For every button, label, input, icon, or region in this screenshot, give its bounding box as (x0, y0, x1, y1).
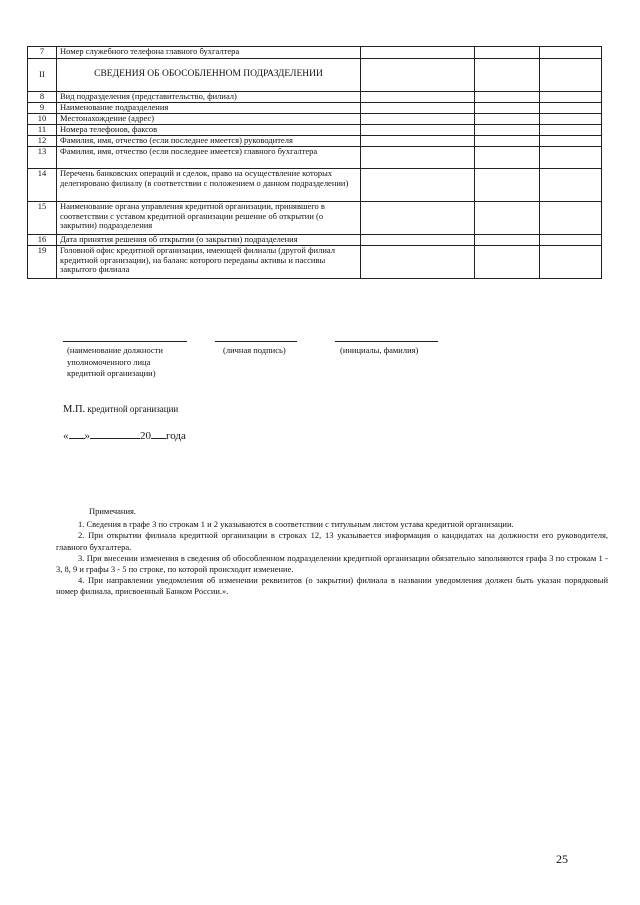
value-cell (361, 202, 475, 235)
value-cell (475, 202, 540, 235)
notes-heading: Примечания. (89, 506, 137, 516)
table-row (28, 147, 602, 169)
value-cell (475, 169, 540, 202)
row-label: Фамилия, имя, отчество (если последнее имеется) главного бухгалтера (57, 147, 361, 169)
value-cell (475, 47, 540, 59)
stamp-mp: М.П. (63, 404, 86, 415)
initials-signature-block (335, 341, 438, 357)
value-cell (540, 246, 602, 279)
row-number: 8 (28, 92, 57, 103)
note-item: 1. Сведения в графе 3 по строкам 1 и 2 указываются в соответствии с титульным листом устава кредитной организации. (78, 519, 514, 530)
signature-caption: (личная подпись) (223, 345, 286, 355)
value-cell (475, 147, 540, 169)
branch-info-table (27, 46, 602, 279)
value-cell (540, 169, 602, 202)
row-label: Номер служебного телефона главного бухгалтера (57, 47, 361, 59)
date-line (63, 428, 186, 442)
value-cell (475, 92, 540, 103)
day-blank (69, 428, 85, 439)
signature-line (335, 341, 438, 342)
table-row (28, 136, 602, 147)
table-row (28, 103, 602, 114)
personal-signature-block (215, 341, 297, 357)
table-row (28, 169, 602, 202)
row-number: 12 (28, 136, 57, 147)
row-number: 10 (28, 114, 57, 125)
row-number: 13 (28, 147, 57, 169)
position-signature-block (63, 341, 187, 380)
value-cell (540, 147, 602, 169)
date-close-quote: » (84, 430, 90, 442)
value-cell (475, 136, 540, 147)
value-cell (475, 59, 540, 92)
value-cell (475, 103, 540, 114)
table-row (28, 47, 602, 59)
table-row (28, 114, 602, 125)
value-cell (540, 235, 602, 246)
table-row (28, 235, 602, 246)
position-caption: (наименование должности уполномоченного лица кредитной организации) (67, 345, 163, 378)
row-number: 9 (28, 103, 57, 114)
initials-caption: (инициалы, фамилия) (340, 345, 419, 355)
value-cell (361, 235, 475, 246)
table-row (28, 246, 602, 279)
row-number: 16 (28, 235, 57, 246)
value-cell (361, 47, 475, 59)
value-cell (361, 169, 475, 202)
value-cell (540, 202, 602, 235)
value-cell (361, 125, 475, 136)
date-suffix: года (166, 430, 186, 442)
stamp-placeholder (63, 404, 178, 415)
value-cell (361, 92, 475, 103)
stamp-text: кредитной организации (87, 404, 179, 414)
section-header-row (28, 59, 602, 92)
value-cell (540, 47, 602, 59)
note-item: 4. При направлении уведомления об изменении реквизитов (о закрытии) филиала в названии уведомления должен быть указан порядковый номер филиала, присвоенный Банком России.». (56, 575, 608, 597)
row-label: Фамилия, имя, отчество (если последнее имеется) руководителя (57, 136, 361, 147)
note-item: 2. При открытии филиала кредитной организации в строках 12, 13 указывается информация о кандидатах на должности его руководителя, главного бухгалтера. (56, 530, 608, 552)
section-number: II (28, 59, 57, 92)
row-number: 14 (28, 169, 57, 202)
signature-line (63, 341, 187, 342)
value-cell (361, 246, 475, 279)
row-number: 7 (28, 47, 57, 59)
value-cell (361, 114, 475, 125)
row-label: Номера телефонов, факсов (57, 125, 361, 136)
value-cell (361, 136, 475, 147)
row-label: Наименование органа управления кредитной организации, принявшего в соответствии с уставом кредитной организации решение об открытии (о закрытии) подразделения (57, 202, 361, 235)
row-label: Вид подразделения (представительство, филиал) (57, 92, 361, 103)
signature-line (215, 341, 297, 342)
table-row (28, 125, 602, 136)
value-cell (540, 103, 602, 114)
date-century: 20 (140, 430, 151, 442)
value-cell (475, 235, 540, 246)
value-cell (475, 246, 540, 279)
value-cell (361, 59, 475, 92)
row-label: Наименование подразделения (57, 103, 361, 114)
value-cell (475, 125, 540, 136)
value-cell (540, 114, 602, 125)
row-label: Дата принятия решения об открытии (о закрытии) подразделения (57, 235, 361, 246)
value-cell (540, 92, 602, 103)
date-open-quote: « (63, 430, 69, 442)
value-cell (475, 114, 540, 125)
note-item: 3. При внесении изменения в сведения об обособленном подразделении кредитной организации обязательно заполняются графа 3 по строкам 1 - 3, 8, 9 и графы 3 - 5 по строке, по которой происходит изменение. (56, 552, 608, 575)
page-number: 25 (556, 852, 568, 866)
row-number: 15 (28, 202, 57, 235)
value-cell (361, 103, 475, 114)
row-label: Головной офис кредитной организации, имеющей филиалы (другой филиал кредитной организации), на баланс которого переданы активы и пассивы закрытого филиала (57, 246, 361, 279)
section-title: СВЕДЕНИЯ ОБ ОБОСОБЛЕННОМ ПОДРАЗДЕЛЕНИИ (57, 59, 361, 92)
row-label: Местонахождение (адрес) (57, 114, 361, 125)
table-row (28, 92, 602, 103)
value-cell (540, 136, 602, 147)
notes-section (56, 506, 608, 598)
value-cell (361, 147, 475, 169)
year-blank (151, 428, 166, 439)
row-label: Перечень банковских операций и сделок, право на осуществление которых делегировано филиалу (в соответствии с положением о данном подразделении) (57, 169, 361, 202)
row-number: 11 (28, 125, 57, 136)
value-cell (540, 125, 602, 136)
row-number: 19 (28, 246, 57, 279)
table-row (28, 202, 602, 235)
month-blank (90, 428, 140, 439)
value-cell (540, 59, 602, 92)
